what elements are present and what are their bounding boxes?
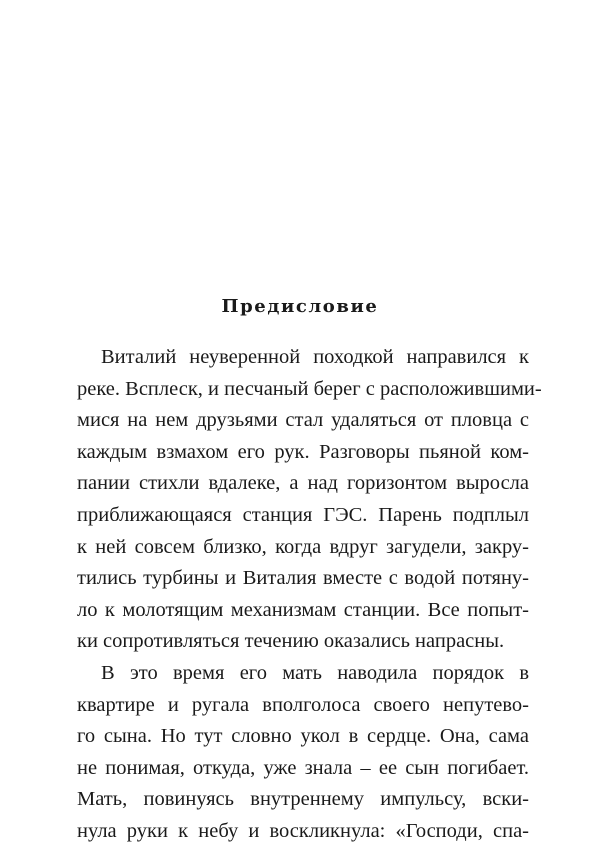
text-line: мися на нем друзьями стал удаляться от пловца с — [77, 409, 529, 432]
text-line: Виталий неуверенной походкой направился к — [101, 346, 529, 368]
text-line: В это время его мать наводила порядок в — [101, 661, 529, 684]
text-line: пании стихли вдалеке, а над горизонтом выросла — [77, 472, 529, 495]
text-line: каждым взмахом его рук. Разговоры пьяной ком- — [77, 440, 529, 463]
text-line: го сына. Но тут словно укол в сердце. Она, сама — [77, 725, 529, 748]
text-line: нула руки к небу и воскликнула: «Господи, спа- — [77, 819, 529, 842]
text-line: квартире и ругала вполголоса своего непутево- — [77, 693, 529, 716]
body-text — [77, 342, 542, 848]
chapter-heading: Предисловие — [221, 296, 379, 317]
text-line: тились турбины и Виталия вместе с водой потяну- — [77, 567, 529, 590]
text-line: Мать, повинуясь внутреннему импульсу, вски- — [77, 788, 529, 811]
text-line: ки сопротивляться течению оказались напрасны. — [77, 630, 505, 653]
text-line: не понимая, откуда, уже знала – ее сын погибает. — [77, 756, 529, 779]
text-line: ло к молотящим механизмам станции. Все попыт- — [77, 598, 529, 621]
text-line: приближающаяся станция ГЭС. Парень подплыл — [77, 503, 529, 526]
text-line: к ней совсем близко, когда вдруг загудели, закру- — [77, 535, 529, 558]
text-line: реке. Всплеск, и песчаный берег с расположившими- — [77, 377, 542, 400]
